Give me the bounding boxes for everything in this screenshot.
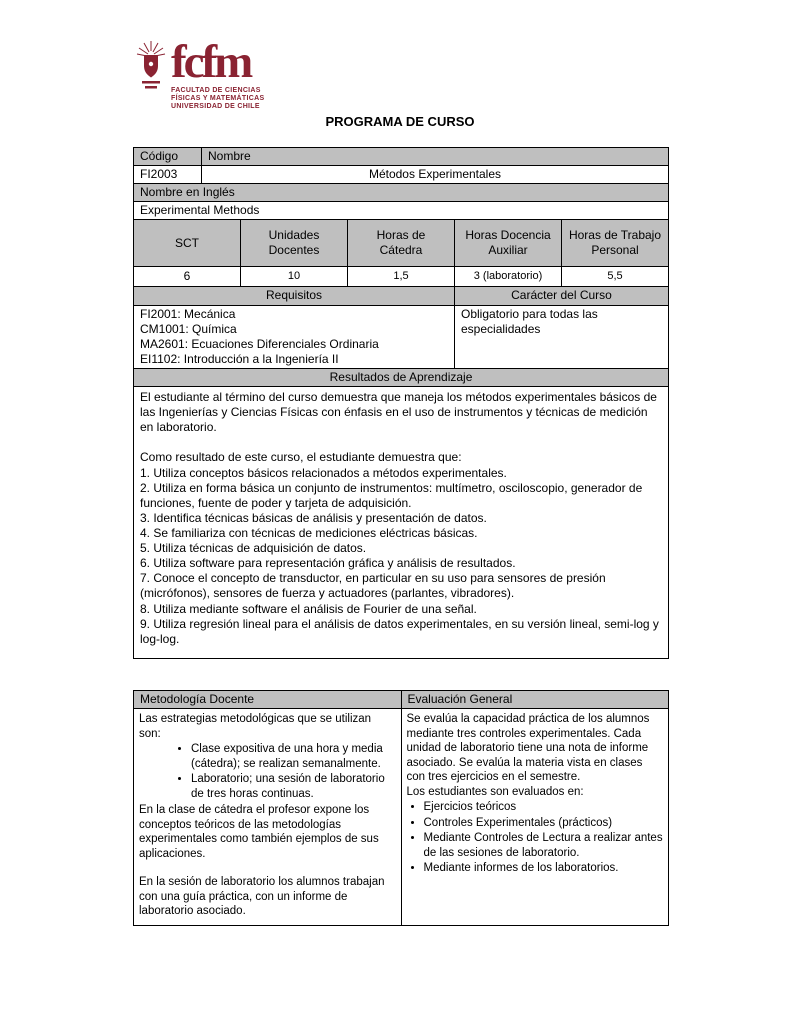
horas-trabajo-personal-value-cell: 5,5 bbox=[562, 267, 669, 287]
metodologia-bullet: • Laboratorio; una sesión de laboratorio de tres horas continuas. bbox=[191, 772, 396, 801]
evaluacion-bullet: • Ejercicios teóricos bbox=[424, 800, 664, 814]
horas-docencia-auxiliar-header-cell: Horas Docencia Auxiliar bbox=[455, 220, 562, 267]
horas-docencia-auxiliar-value-cell: 3 (laboratorio) bbox=[455, 267, 562, 287]
resultado-item: 4. Se familiariza con técnicas de mediciones eléctricas básicas. bbox=[140, 525, 478, 540]
resultado-item: 1. Utiliza conceptos básicos relacionados a métodos experimentales. bbox=[140, 465, 507, 480]
requisito-line: FI2001: Mecánica bbox=[140, 306, 236, 321]
code-name-table bbox=[133, 147, 669, 184]
unidades-docentes-value-cell: 10 bbox=[241, 267, 348, 287]
metodologia-bullet-list bbox=[139, 742, 396, 801]
nombre-ingles-value-cell: Experimental Methods bbox=[134, 202, 669, 220]
codigo-value-cell: FI2003 bbox=[134, 166, 202, 184]
university-emblem-icon bbox=[136, 40, 166, 90]
requisites-table bbox=[133, 286, 669, 369]
english-name-table bbox=[133, 183, 669, 220]
resultados-intro: El estudiante al término del curso demuestra que maneja los métodos experimentales básicos de las Ingenierías y Ciencias Físicas con énfasis en el uso de instrumentos y técnicas de medición en laboratorio. bbox=[140, 390, 657, 435]
resultado-item: 8. Utiliza mediante software el análisis de Fourier de una señal. bbox=[140, 601, 477, 616]
hours-table bbox=[133, 219, 669, 287]
resultado-item: 7. Conoce el concepto de transductor, en particular en su uso para sensores de presión (micrófonos), sensores de fuerza y actuadores (parlantes, vibradores). bbox=[140, 571, 606, 601]
metodologia-content-cell bbox=[134, 709, 402, 925]
learning-outcomes-table bbox=[133, 368, 669, 659]
metodologia-bullet: • Clase expositiva de una hora y media (cátedra); se realizan semanalmente. bbox=[191, 742, 396, 771]
resultado-item: 9. Utiliza regresión lineal para el análisis de datos experimentales, en su versión lineal, semi-log y log-log. bbox=[140, 616, 659, 646]
requisitos-header-cell: Requisitos bbox=[134, 287, 455, 305]
nombre-ingles-header-cell: Nombre en Inglés bbox=[134, 184, 669, 202]
course-program-tables bbox=[133, 147, 669, 926]
evaluacion-content-cell bbox=[401, 709, 669, 925]
evaluacion-subheading: Los estudiantes son evaluados en: bbox=[406, 785, 584, 798]
blank-line bbox=[140, 435, 662, 450]
evaluacion-bullet: • Controles Experimentales (prácticos) bbox=[424, 816, 664, 830]
metodologia-paragraph-1: En la clase de cátedra el profesor expone los conceptos teóricos de las metodologías experimentales como también ejemplos de sus aplicaciones. bbox=[139, 804, 379, 860]
logo-faculty-line2: FÍSICAS Y MATEMÁTICAS bbox=[171, 95, 265, 103]
evaluacion-bullet: • Mediante informes de los laboratorios. bbox=[424, 861, 664, 875]
metodologia-paragraph-2: En la sesión de laboratorio los alumnos trabajan con una guía práctica, con un informe de laboratorio asociado. bbox=[139, 876, 385, 918]
resultados-header-cell: Resultados de Aprendizaje bbox=[134, 368, 669, 386]
requisito-line: CM1001: Química bbox=[140, 321, 237, 336]
evaluacion-bullet-list bbox=[407, 800, 664, 875]
logo-faculty-line1: FACULTAD DE CIENCIAS bbox=[171, 86, 261, 94]
evaluacion-header-cell: Evaluación General bbox=[401, 691, 669, 709]
evaluacion-bullet: • Mediante Controles de Lectura a realizar antes de las sesiones de laboratorio. bbox=[424, 831, 664, 860]
horas-catedra-value-cell: 1,5 bbox=[348, 267, 455, 287]
caracter-value-cell: Obligatorio para todas las especialidades bbox=[455, 305, 669, 368]
methodology-evaluation-table bbox=[133, 690, 669, 925]
requisito-line: EI1102: Introducción a la Ingeniería II bbox=[140, 351, 339, 366]
requisito-line: MA2601: Ecuaciones Diferenciales Ordinaria bbox=[140, 336, 379, 351]
codigo-header-cell: Código bbox=[134, 148, 202, 166]
blank-line bbox=[139, 861, 396, 875]
sct-header-cell: SCT bbox=[134, 220, 241, 267]
resultado-item: 5. Utiliza técnicas de adquisición de datos. bbox=[140, 541, 367, 556]
caracter-header-cell: Carácter del Curso bbox=[455, 287, 669, 305]
resultado-item: 3. Identifica técnicas básicas de análisis y presentación de datos. bbox=[140, 510, 487, 525]
metodologia-intro: Las estrategias metodológicas que se utilizan son: bbox=[139, 713, 372, 740]
page-title: PROGRAMA DE CURSO bbox=[325, 114, 475, 129]
resultado-item: 2. Utiliza en forma básica un conjunto de instrumentos: multímetro, osciloscopio, generador de funciones, fuente de poder y tarjeta de adquisición. bbox=[140, 480, 643, 510]
resultados-content-cell bbox=[134, 387, 669, 659]
sct-value-cell: 6 bbox=[134, 267, 241, 287]
resultado-item: 6. Utiliza software para representación gráfica y análisis de resultados. bbox=[140, 556, 516, 571]
evaluacion-intro: Se evalúa la capacidad práctica de los alumnos mediante tres controles experimentales. Cada unidad de laboratorio tiene una nota de informe asociado. Se evalúa la materia vista en clases con tres ejercicios en el semestre. bbox=[406, 713, 650, 784]
unidades-docentes-header-cell: Unidades Docentes bbox=[241, 220, 348, 267]
logo-university-line: UNIVERSIDAD DE CHILE bbox=[171, 103, 260, 111]
nombre-header-cell: Nombre bbox=[202, 148, 669, 166]
resultados-subheading: Como resultado de este curso, el estudiante demuestra que: bbox=[140, 450, 462, 465]
requisitos-value-cell bbox=[134, 305, 455, 368]
fcfm-logo bbox=[136, 36, 265, 112]
metodologia-header-cell: Metodología Docente bbox=[134, 691, 402, 709]
horas-trabajo-personal-header-cell: Horas de Trabajo Personal bbox=[562, 220, 669, 267]
logo-acronym: fcfm bbox=[171, 36, 251, 88]
horas-catedra-header-cell: Horas de Cátedra bbox=[348, 220, 455, 267]
nombre-value-cell: Métodos Experimentales bbox=[202, 166, 669, 184]
